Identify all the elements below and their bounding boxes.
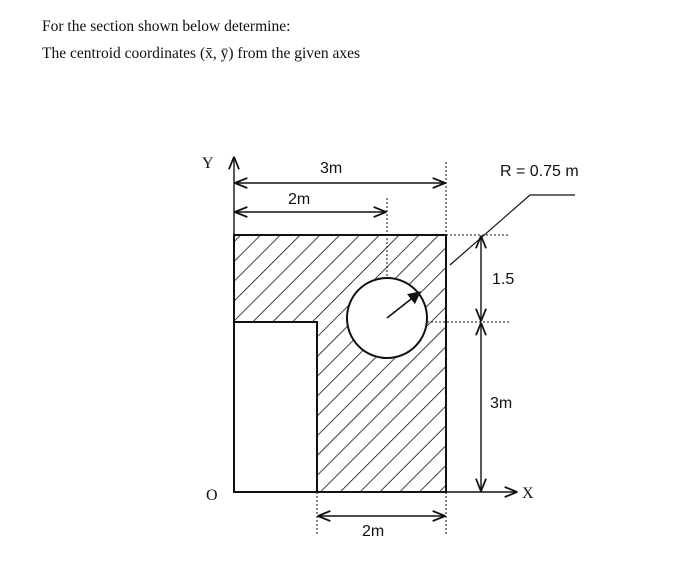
radius-label: R = 0.75 m [500,163,579,180]
question-line-1: For the section shown below determine: [42,18,291,35]
dim-label-bottom: 2m [362,523,385,540]
dim-label-right-upper: 1.5 [492,271,515,288]
dim-label-top-partial: 2m [288,191,311,208]
x-axis-label: X [522,485,534,502]
radius-leader-line [450,195,575,265]
dim-label-top-total: 3m [320,160,343,177]
centroid-coordinates: (x̄, ȳ) [199,45,234,62]
hatched-section [234,235,446,492]
cutout-rectangle [234,322,317,492]
dim-label-right-lower: 3m [490,395,513,412]
question-text-prefix: The centroid coordinates [42,45,200,62]
y-axis-label: Y [202,155,214,172]
origin-label: O [206,487,218,504]
question-text-suffix: from the given axes [233,45,361,62]
